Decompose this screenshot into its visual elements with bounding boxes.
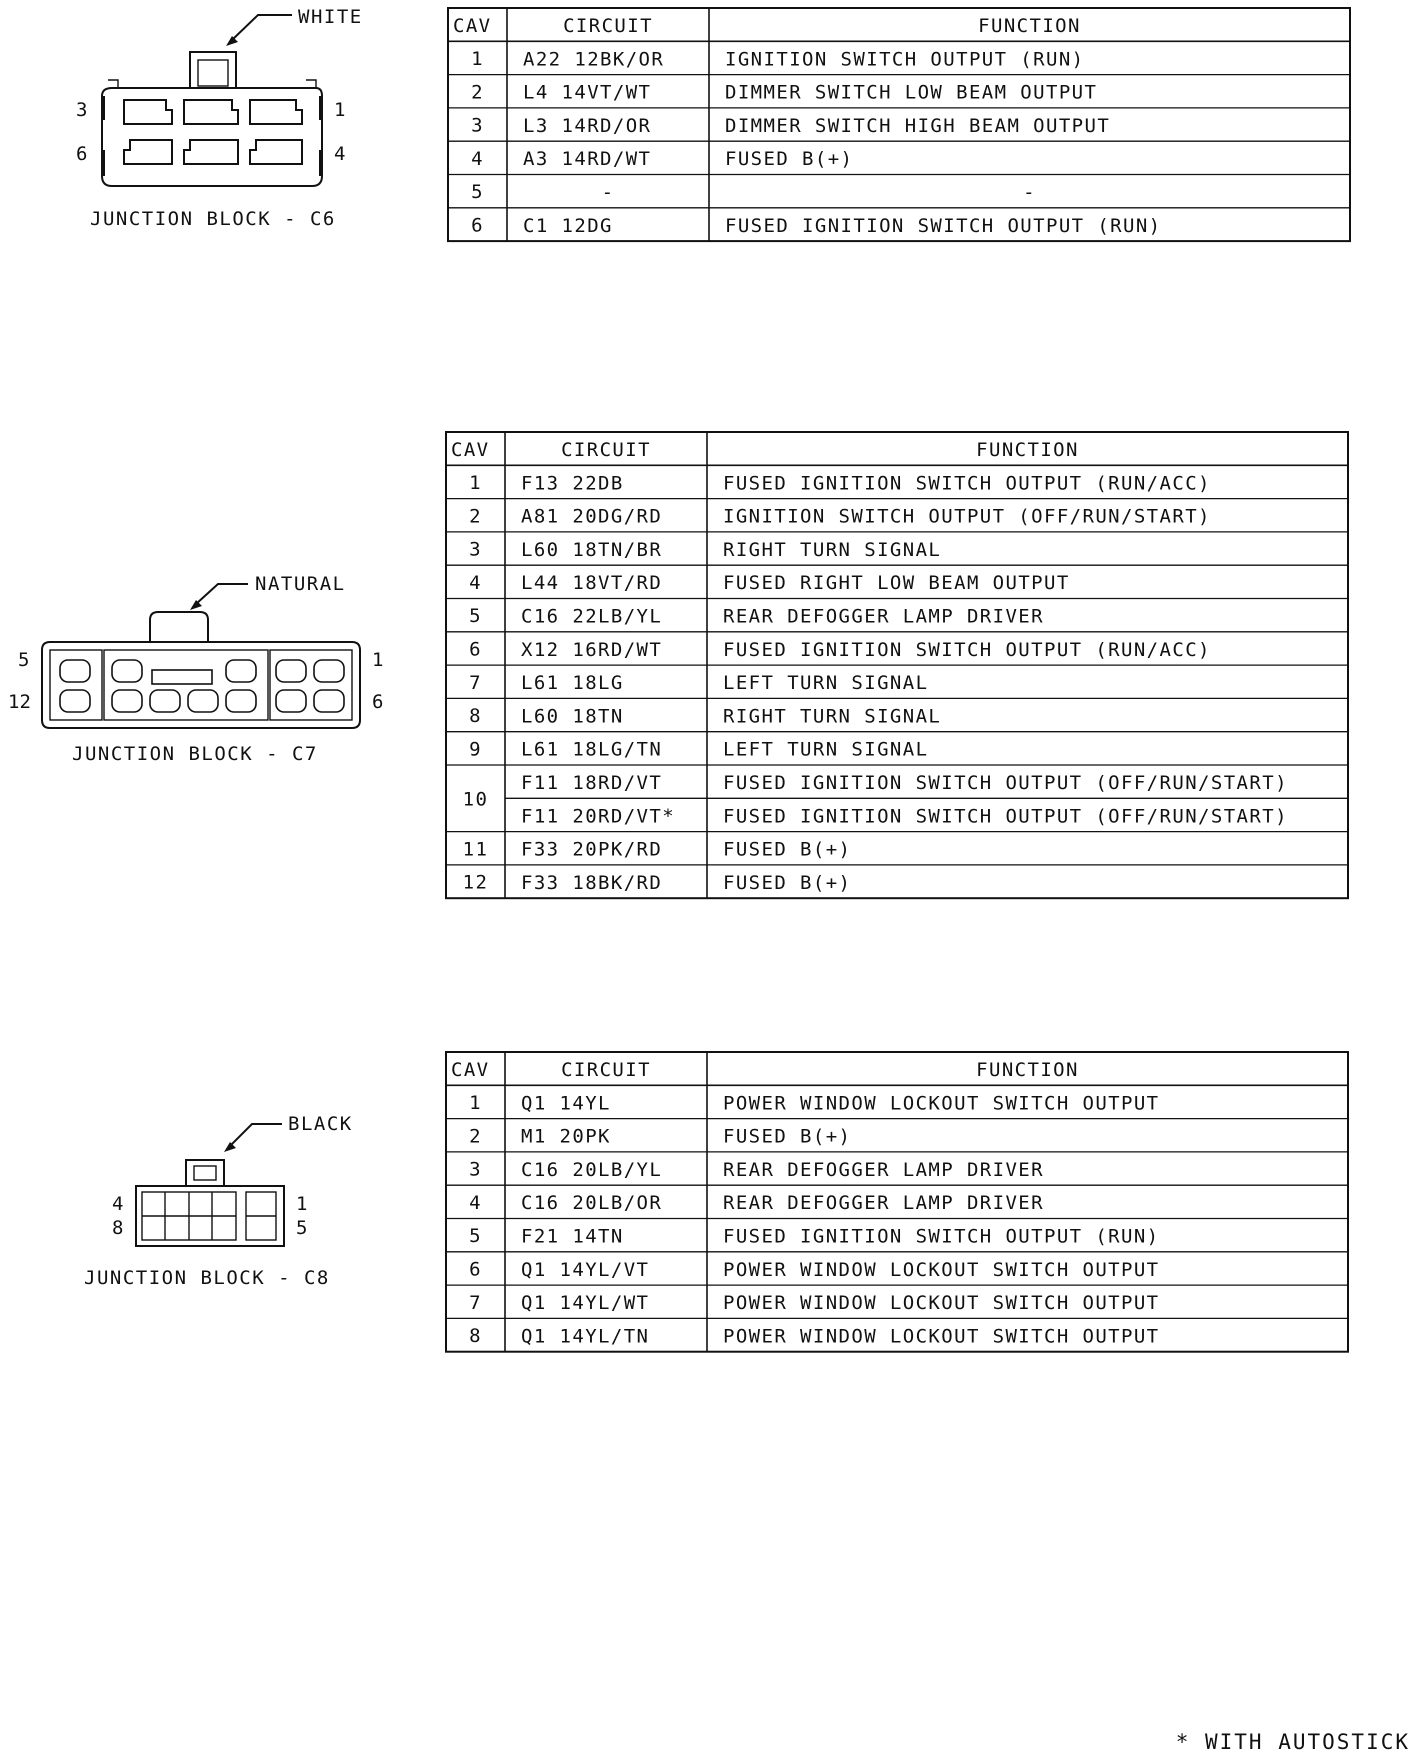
table-row [446,1185,1348,1214]
cell-circuit: F13 22DB [521,472,624,495]
cell-function: FUSED B(+) [725,148,854,171]
c6-connector-name: JUNCTION BLOCK - C6 [90,208,336,230]
cell-circuit: L61 18LG/TN [521,738,663,761]
cell-cav: 5 [471,181,484,204]
cell-cav: 1 [471,47,484,70]
cell-function: FUSED IGNITION SWITCH OUTPUT (OFF/RUN/START) [723,771,1288,794]
table-row [448,141,1350,170]
cell-cav: 6 [469,1258,482,1281]
cell-cav: 6 [469,638,482,661]
cell-circuit: Q1 14YL/WT [521,1292,650,1315]
cell-cav: 10 [462,788,489,811]
cell-circuit: L60 18TN/BR [521,538,663,561]
cell-function: FUSED IGNITION SWITCH OUTPUT (RUN) [725,214,1162,237]
table-row [448,75,1350,104]
cell-cav: 3 [469,1158,482,1181]
table-row [446,1318,1348,1347]
cell-function: RIGHT TURN SIGNAL [723,538,942,561]
table-row [448,108,1350,137]
table-row [446,1219,1348,1248]
c8-pin-label: 4 [112,1193,124,1215]
cell-circuit: A81 20DG/RD [521,505,663,528]
cell-cav: 1 [469,471,482,494]
table-row [469,1092,1159,1114]
cell-circuit: Q1 14YL/VT [521,1258,650,1281]
table-row [448,208,1350,237]
c8-pin-label: 8 [112,1217,124,1239]
c7-color-label: NATURAL [255,573,346,595]
table-row [471,48,1084,70]
table-row [505,798,1348,827]
cell-circuit: A22 12BK/OR [523,48,665,71]
cell-circuit: F33 18BK/RD [521,871,663,894]
cell-function: REAR DEFOGGER LAMP DRIVER [723,1192,1044,1215]
c8-connector-name: JUNCTION BLOCK - C8 [84,1267,330,1289]
table-row [446,1252,1348,1281]
cell-cav: 2 [469,505,482,528]
cell-function: FUSED IGNITION SWITCH OUTPUT (RUN/ACC) [723,472,1211,495]
cell-cav: 5 [469,605,482,628]
table-row [446,1152,1348,1181]
cell-function: - [1023,181,1036,204]
cell-function: FUSED IGNITION SWITCH OUTPUT (RUN) [723,1225,1160,1248]
cell-circuit: C16 22LB/YL [521,605,663,628]
cell-function: IGNITION SWITCH OUTPUT (OFF/RUN/START) [723,505,1211,528]
cell-function: FUSED B(+) [723,1125,852,1148]
cell-circuit: M1 20PK [521,1125,611,1148]
table-row [446,832,1348,861]
cell-function: FUSED B(+) [723,838,852,861]
table-row [469,472,1211,494]
pinout-table-c8 [446,1052,1348,1352]
cell-circuit: F21 14TN [521,1225,624,1248]
cell-function: DIMMER SWITCH HIGH BEAM OUTPUT [725,114,1111,137]
cell-function: LEFT TURN SIGNAL [723,672,929,695]
cell-function: POWER WINDOW LOCKOUT SWITCH OUTPUT [723,1292,1160,1315]
cell-cav: 8 [469,1325,482,1348]
table-header-function: FUNCTION [976,438,1079,461]
cell-circuit: Q1 14YL/TN [521,1325,650,1348]
cell-cav: 2 [471,81,484,104]
table-row [446,632,1348,661]
cell-cav: 3 [471,114,484,137]
c8-pin-label: 5 [296,1217,308,1239]
cell-circuit: F11 18RD/VT [521,771,663,794]
cell-cav: 3 [469,538,482,561]
cell-function: POWER WINDOW LOCKOUT SWITCH OUTPUT [723,1325,1160,1348]
cell-circuit: L3 14RD/OR [523,114,652,137]
table-header-circuit: CIRCUIT [561,438,651,461]
c6-color-label: WHITE [298,6,363,28]
cell-function: FUSED B(+) [723,871,852,894]
table-row [446,565,1348,594]
cell-function: FUSED IGNITION SWITCH OUTPUT (RUN/ACC) [723,638,1211,661]
cell-circuit: C16 20LB/YL [521,1158,663,1181]
cell-circuit: C16 20LB/OR [521,1192,663,1215]
cell-cav: 6 [471,214,484,237]
cell-cav: 2 [469,1125,482,1148]
cell-cav: 8 [469,705,482,728]
table-row [446,665,1348,694]
cell-circuit: L61 18LG [521,672,624,695]
c7-pin-label: 6 [372,691,384,713]
table-header-circuit: CIRCUIT [561,1058,651,1081]
table-row [446,865,1348,894]
table-row [446,1119,1348,1148]
footnote: * WITH AUTOSTICK [1175,1730,1410,1754]
table-row [446,532,1348,561]
cell-cav: 11 [462,838,489,861]
table-header-function: FUNCTION [978,14,1081,37]
c7-pin-label: 5 [18,649,30,671]
c7-pin-label: 12 [8,691,31,713]
table-header-circuit: CIRCUIT [563,14,653,37]
cell-function: DIMMER SWITCH LOW BEAM OUTPUT [725,81,1098,104]
cell-cav: 4 [469,1191,482,1214]
cell-cav: 7 [469,1291,482,1314]
c8-pin-label: 1 [296,1193,308,1215]
cell-circuit: F11 20RD/VT* [521,805,676,828]
table-row [446,1285,1348,1314]
cell-cav: 9 [469,738,482,761]
cell-circuit: L4 14VT/WT [523,81,652,104]
cell-function: FUSED IGNITION SWITCH OUTPUT (OFF/RUN/START) [723,805,1288,828]
cell-function: IGNITION SWITCH OUTPUT (RUN) [725,48,1085,71]
pinout-table-c7 [446,432,1348,898]
table-header-cav: CAV [451,1058,490,1081]
pinout-table-c6 [448,8,1350,241]
cell-function: REAR DEFOGGER LAMP DRIVER [723,605,1044,628]
table-row [446,765,1348,810]
table-header-cav: CAV [453,14,492,37]
c6-pin-label: 1 [334,99,346,121]
table-row [446,698,1348,727]
c7-pin-label: 1 [372,649,384,671]
cell-cav: 1 [469,1091,482,1114]
cell-cav: 4 [471,147,484,170]
table-row [446,599,1348,628]
cell-circuit: L44 18VT/RD [521,572,663,595]
cell-function: LEFT TURN SIGNAL [723,738,929,761]
cell-cav: 4 [469,571,482,594]
table-header-cav: CAV [451,438,490,461]
c6-pin-label: 3 [76,99,88,121]
c7-connector-name: JUNCTION BLOCK - C7 [72,743,318,765]
table-row [448,175,1350,204]
table-row [446,732,1348,761]
c8-color-label: BLACK [288,1113,353,1135]
cell-circuit: C1 12DG [523,214,613,237]
cell-cav: 12 [462,871,489,894]
cell-circuit: Q1 14YL [521,1092,611,1115]
cell-circuit: A3 14RD/WT [523,148,652,171]
cell-circuit: L60 18TN [521,705,624,728]
cell-circuit: - [601,181,615,204]
cell-cav: 7 [469,671,482,694]
cell-cav: 5 [469,1225,482,1248]
cell-circuit: F33 20PK/RD [521,838,663,861]
cell-function: RIGHT TURN SIGNAL [723,705,942,728]
cell-circuit: X12 16RD/WT [521,638,663,661]
cell-function: FUSED RIGHT LOW BEAM OUTPUT [723,572,1070,595]
c6-pin-label: 4 [334,143,346,165]
cell-function: REAR DEFOGGER LAMP DRIVER [723,1158,1044,1181]
cell-function: POWER WINDOW LOCKOUT SWITCH OUTPUT [723,1092,1160,1115]
table-row [446,499,1348,528]
c6-pin-label: 6 [76,143,88,165]
cell-function: POWER WINDOW LOCKOUT SWITCH OUTPUT [723,1258,1160,1281]
table-header-function: FUNCTION [976,1058,1079,1081]
